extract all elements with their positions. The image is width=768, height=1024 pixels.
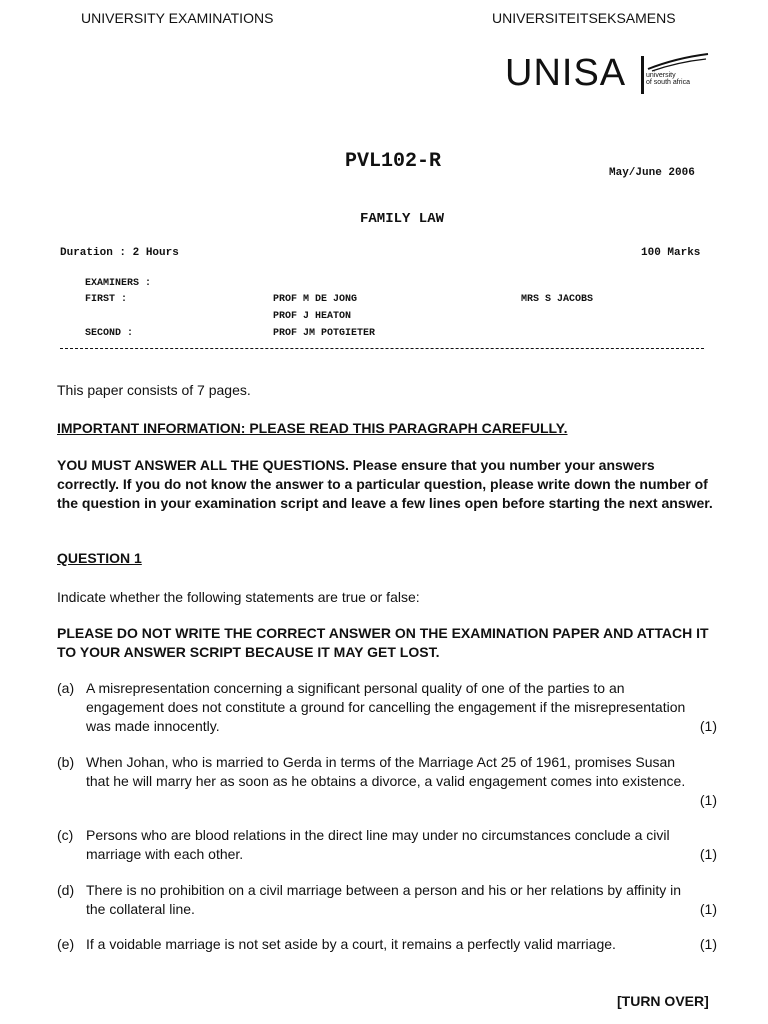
exam-duration: Duration : 2 Hours	[60, 247, 179, 259]
external-examiner: MRS S JACOBS	[521, 294, 594, 305]
swoosh-icon	[646, 52, 710, 72]
examiners-title: EXAMINERS :	[85, 278, 152, 289]
exam-date: May/June 2006	[609, 167, 695, 179]
question-item-c	[57, 826, 717, 866]
item-text: There is no prohibition on a civil marriage between a person and his or her relations by affinity in the collateral line.	[86, 882, 682, 917]
item-mark: (1)	[699, 936, 717, 952]
header-university-examinations: UNIVERSITY EXAMINATIONS	[81, 10, 274, 26]
item-mark: (1)	[699, 792, 717, 808]
item-label: (d)	[57, 882, 75, 898]
turn-over-note: [TURN OVER]	[617, 993, 709, 1009]
question-item-e	[57, 935, 717, 955]
important-information-heading: IMPORTANT INFORMATION: PLEASE READ THIS PARAGRAPH CAREFULLY.	[57, 420, 568, 436]
first-examiner-2: PROF J HEATON	[273, 311, 352, 322]
exam-code: PVL102-R	[345, 150, 442, 173]
second-examiner-1: PROF JM POTGIETER	[273, 328, 376, 339]
question-item-d	[57, 881, 717, 921]
item-label: (a)	[57, 680, 75, 696]
question-item-b	[57, 753, 717, 811]
item-mark: (1)	[699, 901, 717, 917]
header-divider	[60, 348, 704, 349]
item-mark: (1)	[699, 846, 717, 862]
question-1-heading: QUESTION 1	[57, 550, 142, 566]
item-mark: (1)	[699, 718, 717, 734]
instructions-paragraph: YOU MUST ANSWER ALL THE QUESTIONS. Please ensure that you number your answers correctly. If you do not know the answer to a particular question, please write down the number of the question in your examination script and leave a few lines open before starting the next answer.	[57, 457, 713, 511]
header-universiteitseksamens: UNIVERSITEITSEKSAMENS	[492, 10, 676, 26]
page-count-note: This paper consists of 7 pages.	[57, 382, 251, 398]
answer-warning: PLEASE DO NOT WRITE THE CORRECT ANSWER ON THE EXAMINATION PAPER AND ATTACH IT TO YOUR ANSWER SCRIPT BECAUSE IT MAY GET LOST.	[57, 625, 709, 660]
unisa-logo	[505, 50, 710, 100]
logo-subtitle: university of south africa	[646, 72, 690, 86]
question-1-instruction: Indicate whether the following statements are true or false:	[57, 589, 420, 605]
second-examiners-label: SECOND :	[85, 328, 134, 339]
item-text: When Johan, who is married to Gerda in terms of the Marriage Act 25 of 1961, promises Susan that he will marry her as soon as he obtains a divorce, a valid engagement comes into existence.	[86, 754, 686, 789]
first-examiner-1: PROF M DE JONG	[273, 294, 358, 305]
question-item-a	[57, 679, 717, 737]
item-label: (b)	[57, 754, 75, 770]
item-text: Persons who are blood relations in the direct line may under no circumstances conclude a civil marriage with each other.	[86, 827, 670, 862]
logo-wordmark: UNISA	[505, 52, 627, 94]
logo-divider-bar	[641, 56, 644, 94]
item-text: If a voidable marriage is not set aside by a court, it remains a perfectly valid marriage.	[86, 936, 616, 952]
item-label: (e)	[57, 936, 75, 952]
first-examiners-label: FIRST :	[85, 294, 128, 305]
exam-subject: FAMILY LAW	[360, 211, 445, 227]
item-text: A misrepresentation concerning a significant personal quality of one of the parties to an engagement does not constitute a ground for cancelling the engagement if the misrepresentation was made innocently.	[86, 680, 686, 734]
item-label: (c)	[57, 827, 74, 843]
exam-total-marks: 100 Marks	[641, 247, 701, 259]
